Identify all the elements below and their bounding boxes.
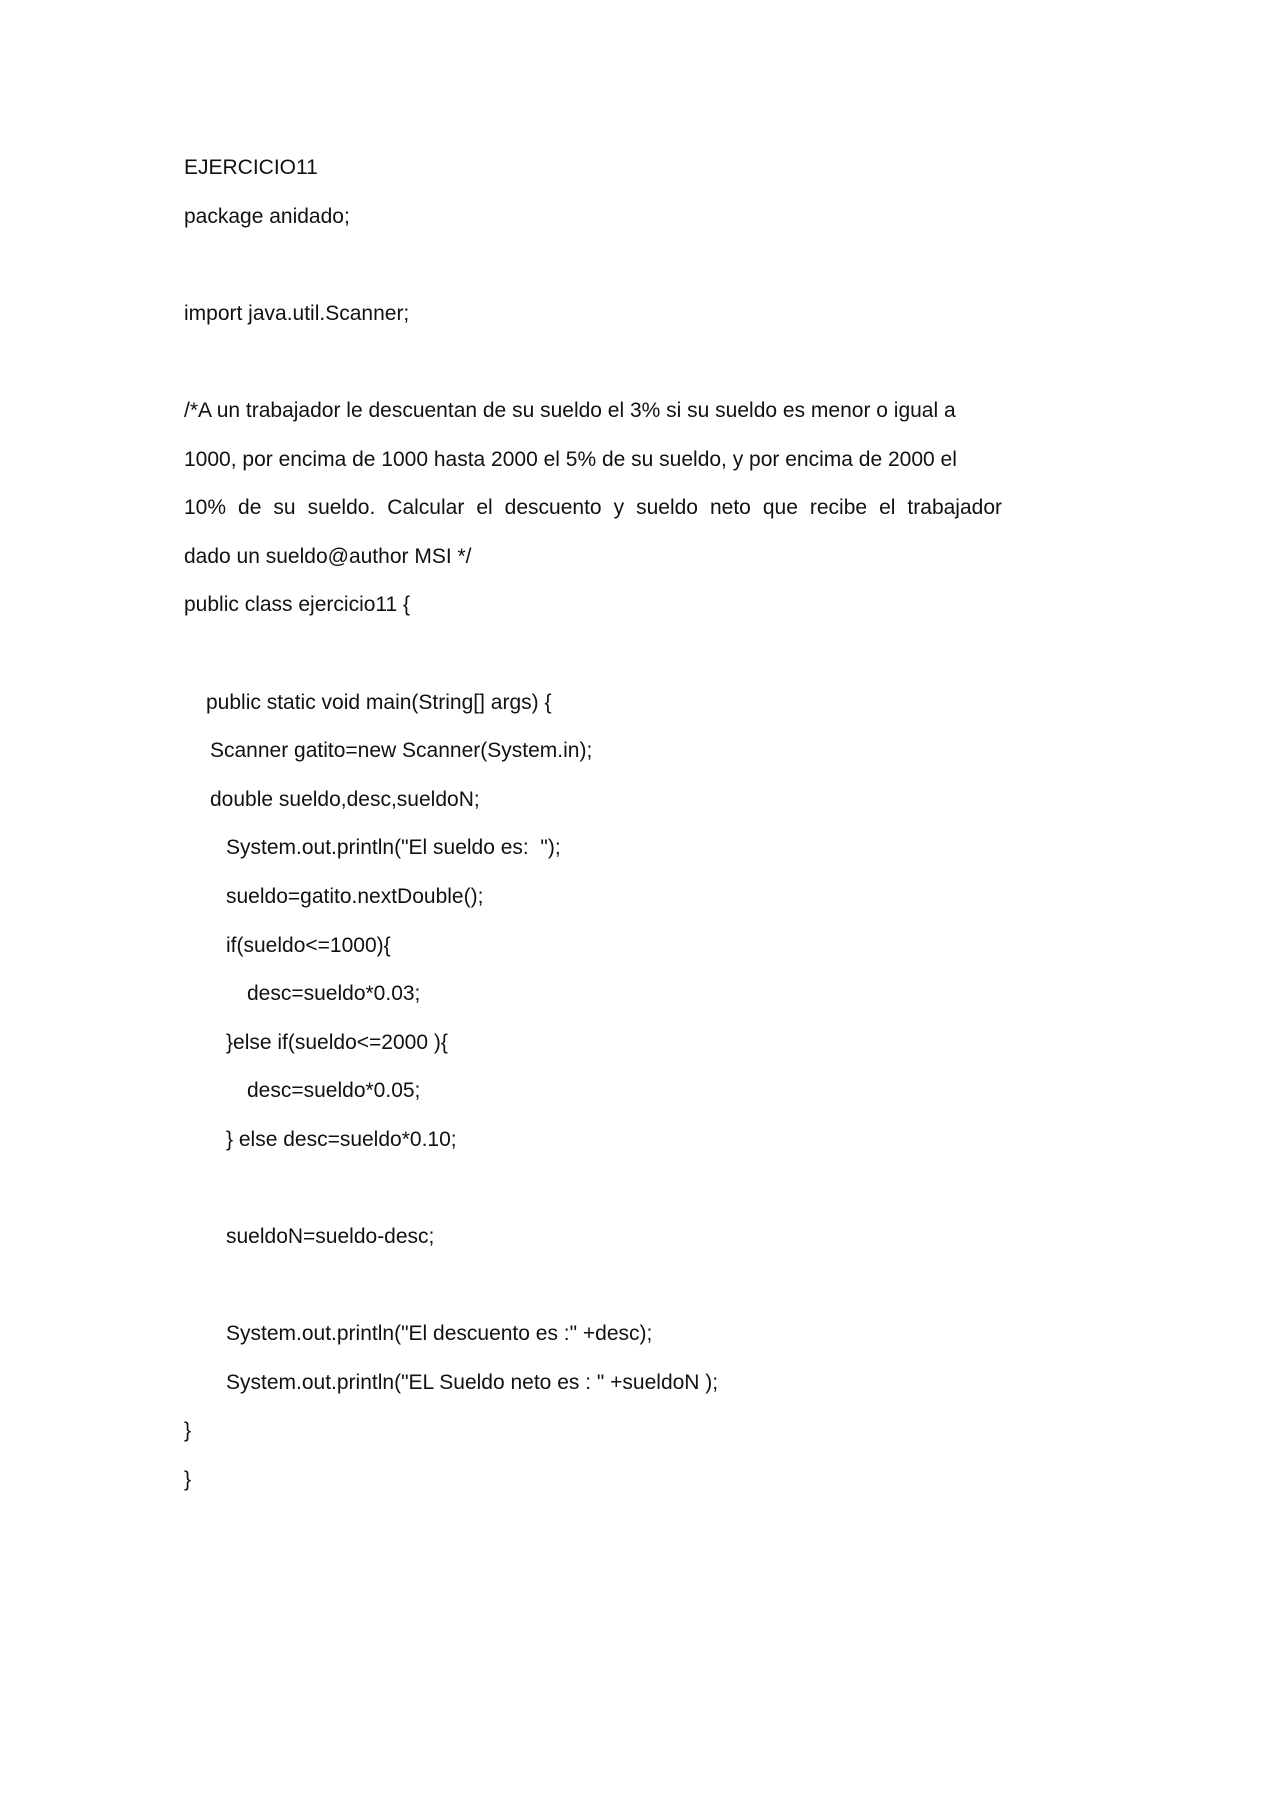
code-print-desc: System.out.println("El descuento es :" +desc); <box>226 1322 653 1346</box>
package-line: package anidado; <box>184 204 350 228</box>
code-desc-2: desc=sueldo*0.05; <box>247 1079 421 1103</box>
blank-line <box>184 245 1002 294</box>
comment-line-2: 1000, por encima de 1000 hasta 2000 el 5% de su sueldo, y por encima de 2000 el <box>184 447 957 471</box>
import-line: import java.util.Scanner; <box>184 301 410 325</box>
comment-line-1: /*A un trabajador le descuentan de su sueldo el 3% si su sueldo es menor o igual a <box>184 398 956 422</box>
comment-line-4: dado un sueldo@author MSI */ <box>184 544 472 568</box>
code-neto: sueldoN=sueldo-desc; <box>226 1225 435 1249</box>
code-read: sueldo=gatito.nextDouble(); <box>226 884 484 908</box>
code-else: } else desc=sueldo*0.10; <box>226 1127 457 1151</box>
close-main-brace: } <box>184 1419 192 1443</box>
exercise-heading: EJERCICIO11 <box>184 156 318 179</box>
code-print-neto: System.out.println("EL Sueldo neto es : " +sueldoN ); <box>226 1370 719 1394</box>
close-class-brace: } <box>184 1468 192 1492</box>
code-scanner: Scanner gatito=new Scanner(System.in); <box>210 739 593 763</box>
blank-line <box>184 1168 1002 1217</box>
class-declaration: public class ejercicio11 { <box>184 593 411 617</box>
blank-line <box>184 634 1002 683</box>
code-desc-1: desc=sueldo*0.03; <box>247 982 421 1006</box>
blank-line <box>184 1266 1002 1315</box>
code-else-if: }else if(sueldo<=2000 ){ <box>226 1030 448 1054</box>
main-declaration: public static void main(String[] args) { <box>206 690 552 714</box>
code-vars: double sueldo,desc,sueldoN; <box>210 787 480 811</box>
document-body <box>184 148 1002 1509</box>
code-print-prompt: System.out.println("El sueldo es: "); <box>226 836 561 860</box>
comment-line-3: 10% de su sueldo. Calcular el descuento y sueldo neto que recibe el trabajador <box>184 496 1002 520</box>
blank-line <box>184 342 1002 391</box>
code-if: if(sueldo<=1000){ <box>226 933 391 957</box>
